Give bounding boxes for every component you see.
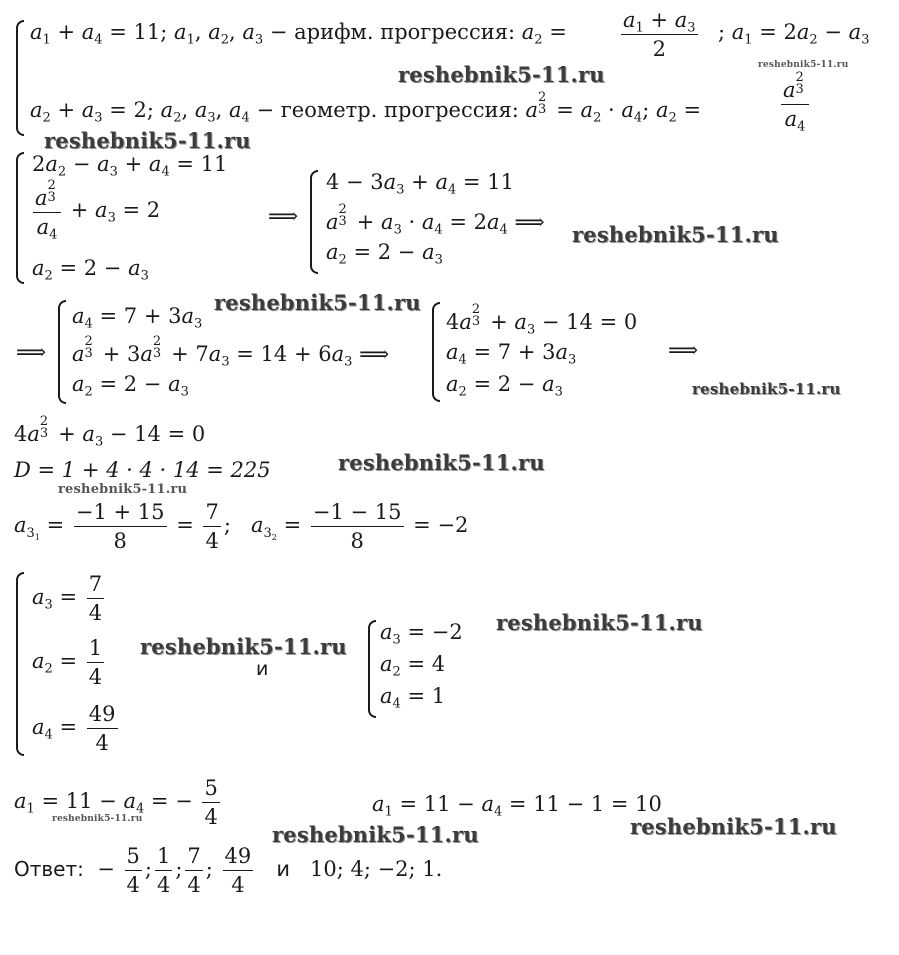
system-brace (16, 572, 24, 756)
equation-fraction: a 2 3 $a_4$ (778, 76, 812, 131)
solution-line: $a_2$ = $\frac{1}{4}$ (32, 636, 103, 690)
equation-line: $4 - 3a_3 + a_4 = 11$ (326, 170, 514, 198)
system-brace (368, 620, 376, 718)
equation-line: 4a 2 3 + $a_3 - 14 = 0$ (446, 302, 638, 338)
equation-line: $a_2 = 2 - a_3$ (326, 240, 443, 268)
equation-line: $a_2 = 2 - a_3$ (446, 372, 563, 400)
solution-line: $a_3$ = $\frac{7}{4}$ (32, 572, 103, 626)
watermark: reshebnik5-11.ru (214, 290, 421, 315)
equation-line: $a_1 + a_4 = 11$; $a_1$, $a_2$, $a_3$ − арифм. прогрессия: $a_2$ = (30, 20, 567, 48)
solution-line: $a_2 = 4$ (380, 652, 446, 680)
watermark: reshebnik5-11.ru (496, 610, 703, 635)
implies-arrow: ⟹ (16, 340, 47, 364)
system-brace (310, 170, 318, 274)
system-brace (432, 302, 440, 402)
equation-line: $a_4 = 7 + 3a_3$ (446, 340, 577, 368)
equation-fraction: $\frac{a_1 + a_3}{2}$ (623, 8, 696, 62)
equation-line: $a_2 = 2 - a_3$ (72, 372, 189, 400)
system-brace (16, 20, 24, 136)
a1-value-line: $a_1 = 11 - a_4 = 11 - 1 = 10$ (372, 792, 662, 820)
equation-line: ; $a_1 = 2a_2 - a_3$ (718, 20, 870, 48)
equation-line: a 2 3 + $a_3 \cdot a_4 = 2a_4$ ⟹ (326, 202, 545, 238)
and-word: и (256, 658, 269, 680)
watermark: reshebnik5-11.ru (52, 814, 143, 824)
watermark: reshebnik5-11.ru (758, 60, 849, 70)
equation-line: $a_2 = 2 - a_3$ (32, 256, 149, 284)
system-brace (16, 152, 24, 284)
answer-line: Ответ: − $\frac{5}{4}$ ; $\frac{1}{4}$ ; $\frac{7}{4}$ ; $\frac{49}{4}$ и 10; 4; −2; 1. (14, 844, 443, 898)
equation-line: a 2 3 $a_4$ + $a_3 = 2$ (35, 178, 161, 243)
solution-line: $a_4$ = $\frac{49}{4}$ (32, 702, 116, 756)
watermark: reshebnik5-11.ru (398, 62, 605, 87)
system-brace (58, 300, 66, 404)
implies-arrow: ⟹ (668, 338, 699, 362)
watermark: reshebnik5-11.ru (572, 222, 779, 247)
equation-line: $a_2 + a_3 = 2$; $a_2$, $a_3$, $a_4$ − геометр. прогрессия: a 2 3 = $a_2 \cdot a_4$; $a_2$ = (30, 90, 702, 126)
watermark: reshebnik5-11.ru (58, 482, 188, 497)
watermark: reshebnik5-11.ru (272, 822, 479, 847)
watermark: reshebnik5-11.ru (630, 814, 837, 839)
implies-arrow: ⟹ (268, 204, 299, 228)
watermark: reshebnik5-11.ru (692, 380, 841, 398)
equation-line: a 2 3 + 3a 2 3 + $7a_3 = 14 + 6a_3$ ⟹ (72, 334, 390, 370)
watermark: reshebnik5-11.ru (140, 634, 347, 659)
watermark: reshebnik5-11.ru (338, 450, 545, 475)
solution-line: $a_3 = -2$ (380, 620, 463, 648)
discriminant: D = 1 + 4 · 4 · 14 = 225 (14, 458, 271, 482)
quadratic-equation: 4a 2 3 + $a_3 - 14 = 0$ (14, 414, 206, 450)
equation-line: $2a_2 - a_3 + a_4 = 11$ (32, 152, 228, 180)
solution-line: $a_4 = 1$ (380, 684, 446, 712)
a1-value-line: $a_1 = 11 - a_4$ = − $\frac{5}{4}$ (14, 776, 218, 830)
watermark: reshebnik5-11.ru (44, 128, 251, 153)
equation-line: $a_4 = 7 + 3a_3$ (72, 304, 203, 332)
roots-line: $a_{3_1}$ = $\frac{-1 + 15}{8}$ = $\frac{7}{4}$ ; $a_{3_2}$ = $\frac{-1 - 15}{8}$ = −2 (14, 500, 469, 554)
